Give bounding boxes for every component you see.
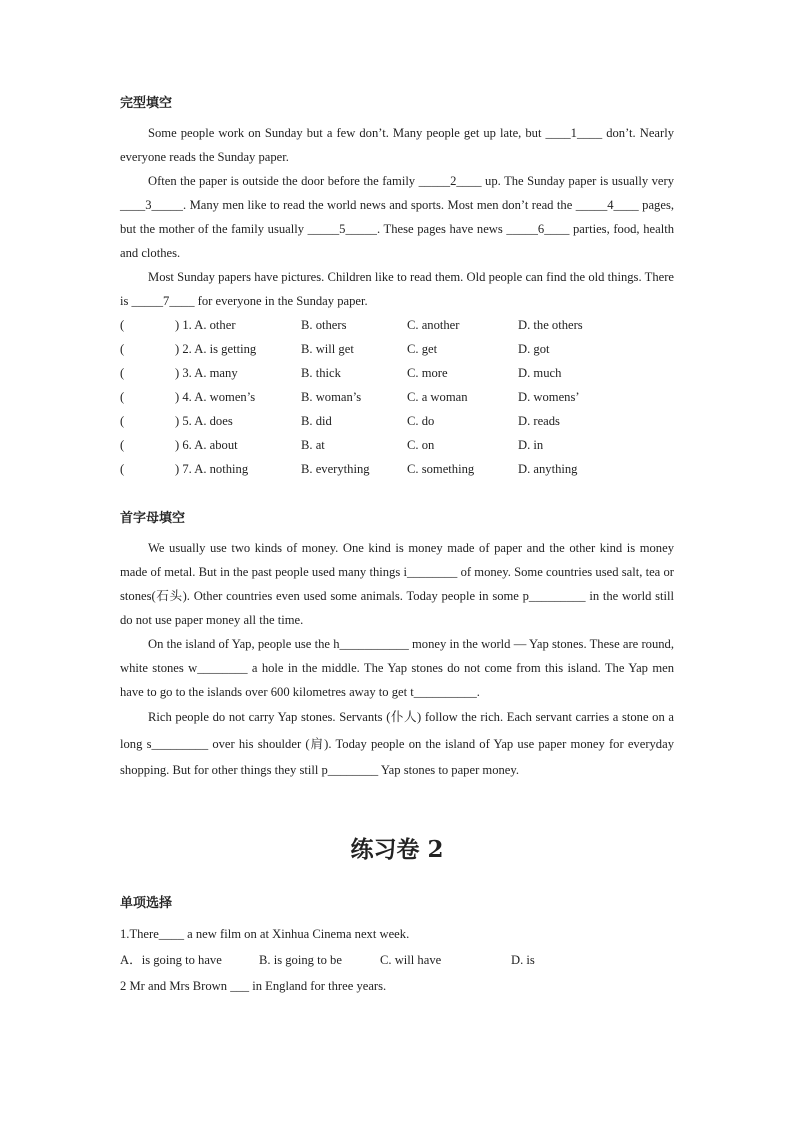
option-a: ) 1. A. other <box>175 318 236 332</box>
initial-paragraph-2: On the island of Yap, people use the h___________ money in the world — Yap stones. These are round, white stones w________ a hole in the middle. The Yap stones do not come from this island. The Yap men have to go to the islands over 600 kilometres away to get t__________. <box>120 637 674 699</box>
option-a: ) 3. A. many <box>175 366 238 380</box>
cloze-question-6 <box>120 433 674 457</box>
option-b: B. others <box>301 318 347 332</box>
single-choice-heading: 单项选择 <box>120 895 173 911</box>
option-d[interactable]: D. is <box>511 952 535 967</box>
option-a[interactable]: A．is going to have <box>120 952 222 967</box>
answer-blank[interactable]: ( <box>120 462 125 476</box>
option-a: ) 7. A. nothing <box>175 462 249 476</box>
initial-letter-heading: 首字母填空 <box>120 511 186 526</box>
option-b: B. at <box>301 438 325 452</box>
question-2: 2 Mr and Mrs Brown ___ in England for three years. <box>120 978 387 993</box>
cloze-question-1 <box>120 313 674 337</box>
option-b[interactable]: B. is going to be <box>259 952 342 967</box>
option-c: C. get <box>407 342 438 356</box>
cloze-section <box>120 92 674 481</box>
cloze-question-5 <box>120 409 674 433</box>
option-c: C. more <box>407 366 448 380</box>
cloze-heading: 完型填空 <box>120 96 173 111</box>
option-b: B. did <box>301 414 332 428</box>
option-c: C. another <box>407 318 460 332</box>
cloze-paragraph-3: Most Sunday papers have pictures. Children like to read them. Old people can find the old things. There is _____7____ for everyone in the Sunday paper. <box>120 270 674 308</box>
answer-blank[interactable]: ( <box>120 438 125 452</box>
answer-blank[interactable]: ( <box>120 342 125 356</box>
option-b: B. will get <box>301 342 354 356</box>
cloze-question-7 <box>120 457 674 481</box>
option-c: C. something <box>407 462 475 476</box>
answer-blank[interactable]: ( <box>120 414 125 428</box>
worksheet-page <box>120 92 674 999</box>
option-d: D. got <box>518 342 550 356</box>
option-d: D. much <box>518 366 562 380</box>
question-1-options <box>120 947 674 973</box>
option-d: D. womens’ <box>518 390 580 404</box>
cloze-question-4 <box>120 385 674 409</box>
answer-blank[interactable]: ( <box>120 366 125 380</box>
initial-paragraph-3: Rich people do not carry Yap stones. Servants (仆人) follow the rich. Each servant carries a stone on a long s_________ over his shoulder (肩). Today people on the island of Yap use paper money for everyday shopping. But for other things they still p________ Yap stones to paper money. <box>120 710 674 777</box>
option-b: B. everything <box>301 462 370 476</box>
option-d: D. the others <box>518 318 583 332</box>
option-c: C. do <box>407 414 435 428</box>
initial-letter-section <box>120 507 674 784</box>
single-choice-section <box>120 892 674 999</box>
option-c[interactable]: C. will have <box>380 952 442 967</box>
option-b: B. woman’s <box>301 390 362 404</box>
option-a: ) 5. A. does <box>175 414 233 428</box>
option-a: ) 4. A. women’s <box>175 390 256 404</box>
cloze-paragraph-1: Some people work on Sunday but a few don’t. Many people get up late, but ____1____ don’t. Nearly everyone reads the Sunday paper. <box>120 126 674 164</box>
practice-paper-title: 练习卷 2 <box>350 835 444 863</box>
option-a: ) 6. A. about <box>175 438 238 452</box>
option-d: D. in <box>518 438 544 452</box>
option-c: C. on <box>407 438 435 452</box>
option-b: B. thick <box>301 366 341 380</box>
option-d: D. reads <box>518 414 560 428</box>
cloze-paragraph-2: Often the paper is outside the door before the family _____2____ up. The Sunday paper is usually very ____3_____. Many men like to read the world news and sports. Most men don’t read the _____4____ pages, but the mother of the family usually _____5_____. These pages have news _____6____ parties, food, health and clothes. <box>120 174 674 260</box>
cloze-options <box>120 313 674 481</box>
option-c: C. a woman <box>407 390 468 404</box>
answer-blank[interactable]: ( <box>120 390 125 404</box>
answer-blank[interactable]: ( <box>120 318 125 332</box>
initial-paragraph-1: We usually use two kinds of money. One kind is money made of paper and the other kind is money made of metal. But in the past people used many things i________ of money. Some countries used salt, tea or stones(石头). Other countries even used some animals. Today people in some p_________ in the world still do not use paper money all the time. <box>120 541 674 627</box>
option-d: D. anything <box>518 462 578 476</box>
option-a: ) 2. A. is getting <box>175 342 257 356</box>
cloze-question-2 <box>120 337 674 361</box>
cloze-question-3 <box>120 361 674 385</box>
question-1: 1.There____ a new film on at Xinhua Cinema next week. <box>120 926 410 941</box>
